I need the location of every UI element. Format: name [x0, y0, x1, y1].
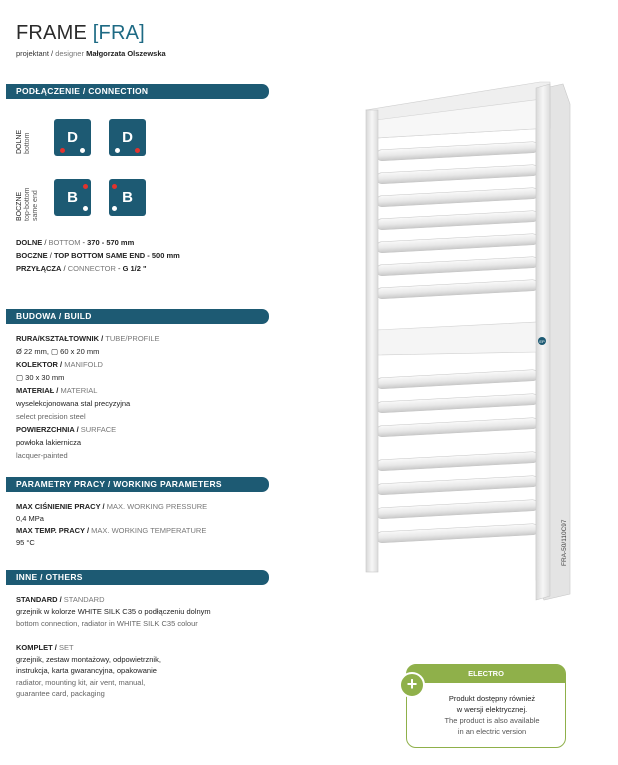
surface-label-en: SURFACE: [80, 425, 117, 434]
set-heading: KOMPLET / SET: [16, 643, 74, 652]
spec-side: BOCZNE / TOP BOTTOM SAME END - 500 mm: [16, 251, 180, 260]
bottom-label-en: bottom: [24, 132, 31, 154]
radiator-image: [358, 80, 572, 602]
electro-text: [425, 693, 559, 737]
pressure-label-en: MAX. WORKING PRESSURE: [106, 502, 208, 511]
manifold-label-pl: KOLEKTOR: [16, 360, 58, 369]
bar-label-pl: BUDOWA: [16, 311, 57, 321]
surface-value-pl: powłoka lakiernicza: [16, 438, 82, 447]
material-heading: MATERIAŁ / MATERIAL: [16, 386, 98, 395]
set-line-en-1: radiator, mounting kit, air vent, manual,: [16, 677, 146, 687]
connection-tile-side-2: [109, 179, 146, 216]
electro-line-pl-1: Produkt dostępny również: [448, 694, 536, 703]
return-dot: [83, 206, 88, 211]
towel-bars-upper: [376, 142, 538, 299]
tube-value: Ø 22 mm, ▢ 60 x 20 mm: [16, 347, 100, 356]
others-standard: [16, 594, 211, 630]
return-dot: [112, 206, 117, 211]
plus-icon: +: [399, 672, 425, 698]
section-bar-params: PARAMETRY PRACY / WORKING PARAMETERS: [6, 477, 269, 492]
material-value-en: select precision steel: [16, 412, 86, 421]
pressure-heading: MAX CIŚNIENIE PRACY / MAX. WORKING PRESSURE: [16, 502, 208, 511]
return-dot: [115, 148, 120, 153]
bar-label-en: WORKING PARAMETERS: [113, 479, 222, 489]
side-connection-label: [16, 188, 40, 221]
spec-value: G 1/2 ": [122, 264, 147, 273]
designer-line: projektant / designer Małgorzata Olszewska: [16, 49, 166, 58]
manifold-label-en: MANIFOLD: [64, 360, 103, 369]
side-label-en1: top-bottom: [24, 187, 31, 221]
standard-label-en: STANDARD: [63, 595, 105, 604]
bar-label-en: BUILD: [64, 311, 92, 321]
bottom-connection-label: [16, 130, 32, 154]
product-code-vertical: FRA-50/110C97: [561, 519, 568, 566]
supply-dot: [135, 148, 140, 153]
towel-bars-lower: [376, 370, 538, 543]
section-bar-build: BUDOWA / BUILD: [6, 309, 269, 324]
spec-label-pl: PRZYŁĄCZA: [16, 264, 62, 273]
surface-heading: POWIERZCHNIA / SURFACE: [16, 425, 117, 434]
tube-label-pl: RURA/KSZTAŁTOWNIK: [16, 334, 100, 343]
material-label-en: MATERIAL: [60, 386, 98, 395]
surface-value-en: lacquer-painted: [16, 451, 68, 460]
temp-label-en: MAX. WORKING TEMPERATURE: [91, 526, 207, 535]
tube-heading: RURA/KSZTAŁTOWNIK / TUBE/PROFILE: [16, 334, 160, 343]
set-line-en-2: guarantee card, packaging: [16, 689, 105, 698]
spec-label-en: TOP BOTTOM SAME END: [53, 251, 146, 260]
electro-title: ELECTRO: [407, 665, 565, 683]
temp-label-pl: MAX TEMP. PRACY: [16, 526, 85, 535]
electro-line-pl-2: w wersji elektrycznej.: [456, 705, 528, 714]
designer-name: Małgorzata Olszewska: [86, 49, 166, 58]
side-label-en2: same end: [32, 190, 39, 221]
spec-label-en: BOTTOM: [48, 238, 81, 247]
connection-tile-side-1: [54, 179, 91, 216]
set-label-en: SET: [58, 643, 74, 652]
tube-label-en: TUBE/PROFILE: [105, 334, 160, 343]
params-specs: [16, 501, 207, 549]
connection-specs: [16, 236, 180, 275]
material-value-pl: wyselekcjonowana stal precyzyjna: [16, 399, 131, 408]
tile-letter: D: [122, 129, 133, 146]
bar-label-en: OTHERS: [45, 572, 83, 582]
spec-connector: PRZYŁĄCZA / CONNECTOR - G 1/2 ": [16, 264, 147, 273]
set-line-pl-1: grzejnik, zestaw montażowy, odpowietrznik,: [16, 654, 161, 664]
spec-bottom: DOLNE / BOTTOM - 370 - 570 mm: [16, 238, 135, 247]
product-code-label: [FRA]: [92, 22, 145, 44]
bar-label-pl: INNE: [16, 572, 38, 582]
product-title: [16, 22, 145, 45]
supply-dot: [60, 148, 65, 153]
surface-label-pl: POWIERZCHNIA: [16, 425, 75, 434]
electro-box: [406, 664, 566, 748]
connection-tile-bottom-1: [54, 119, 91, 156]
set-line-pl-2: instrukcja, karta gwarancyjna, opakowanie: [16, 666, 157, 675]
build-specs: [16, 332, 160, 462]
connection-tile-bottom-2: [109, 119, 146, 156]
brand-badge-text: EP: [539, 338, 545, 344]
tile-letter: B: [67, 189, 78, 206]
designer-label-en: designer: [55, 49, 84, 58]
section-bar-others: INNE / OTHERS: [6, 570, 269, 585]
bar-label-pl: PODŁĄCZENIE: [16, 86, 81, 96]
bar-label-pl: PARAMETRY PRACY: [16, 479, 106, 489]
supply-dot: [83, 184, 88, 189]
others-set: [16, 642, 161, 700]
set-label-pl: KOMPLET: [16, 643, 53, 652]
designer-label-pl: projektant: [16, 49, 49, 58]
manifold-heading: KOLEKTOR / MANIFOLD: [16, 360, 103, 369]
return-dot: [80, 148, 85, 153]
spec-label-pl: DOLNE: [16, 238, 43, 247]
material-label-pl: MATERIAŁ: [16, 386, 55, 395]
tile-letter: D: [67, 129, 78, 146]
temp-heading: MAX TEMP. PRACY / MAX. WORKING TEMPERATURE: [16, 526, 207, 535]
standard-label-pl: STANDARD: [16, 595, 58, 604]
manifold-value: ▢ 30 x 30 mm: [16, 373, 65, 382]
standard-value-en: bottom connection, radiator in WHITE SILK C35 colour: [16, 619, 198, 628]
temp-value: 95 °C: [16, 538, 35, 547]
spec-value: 370 - 570 mm: [87, 238, 135, 247]
electro-line-en-1: The product is also available: [444, 716, 540, 725]
product-name: FRAME: [16, 22, 87, 44]
tile-letter: B: [122, 189, 133, 206]
pressure-label-pl: MAX CIŚNIENIE PRACY: [16, 502, 101, 511]
standard-value-pl: grzejnik w kolorze WHITE SILK C35 o podłączeniu dolnym: [16, 607, 211, 616]
spec-label-en: CONNECTOR: [67, 264, 116, 273]
bar-label-en: CONNECTION: [88, 86, 149, 96]
spec-value: 500 mm: [151, 251, 180, 260]
side-label-pl: BOCZNE: [16, 191, 23, 221]
spec-label-pl: BOCZNE: [16, 251, 48, 260]
supply-dot: [112, 184, 117, 189]
electro-line-en-2: in an electric version: [457, 727, 527, 736]
pressure-value: 0,4 MPa: [16, 514, 44, 523]
section-bar-connection: PODŁĄCZENIE / CONNECTION: [6, 84, 269, 99]
bottom-label-pl: DOLNE: [16, 129, 23, 154]
standard-heading: STANDARD / STANDARD: [16, 595, 105, 604]
